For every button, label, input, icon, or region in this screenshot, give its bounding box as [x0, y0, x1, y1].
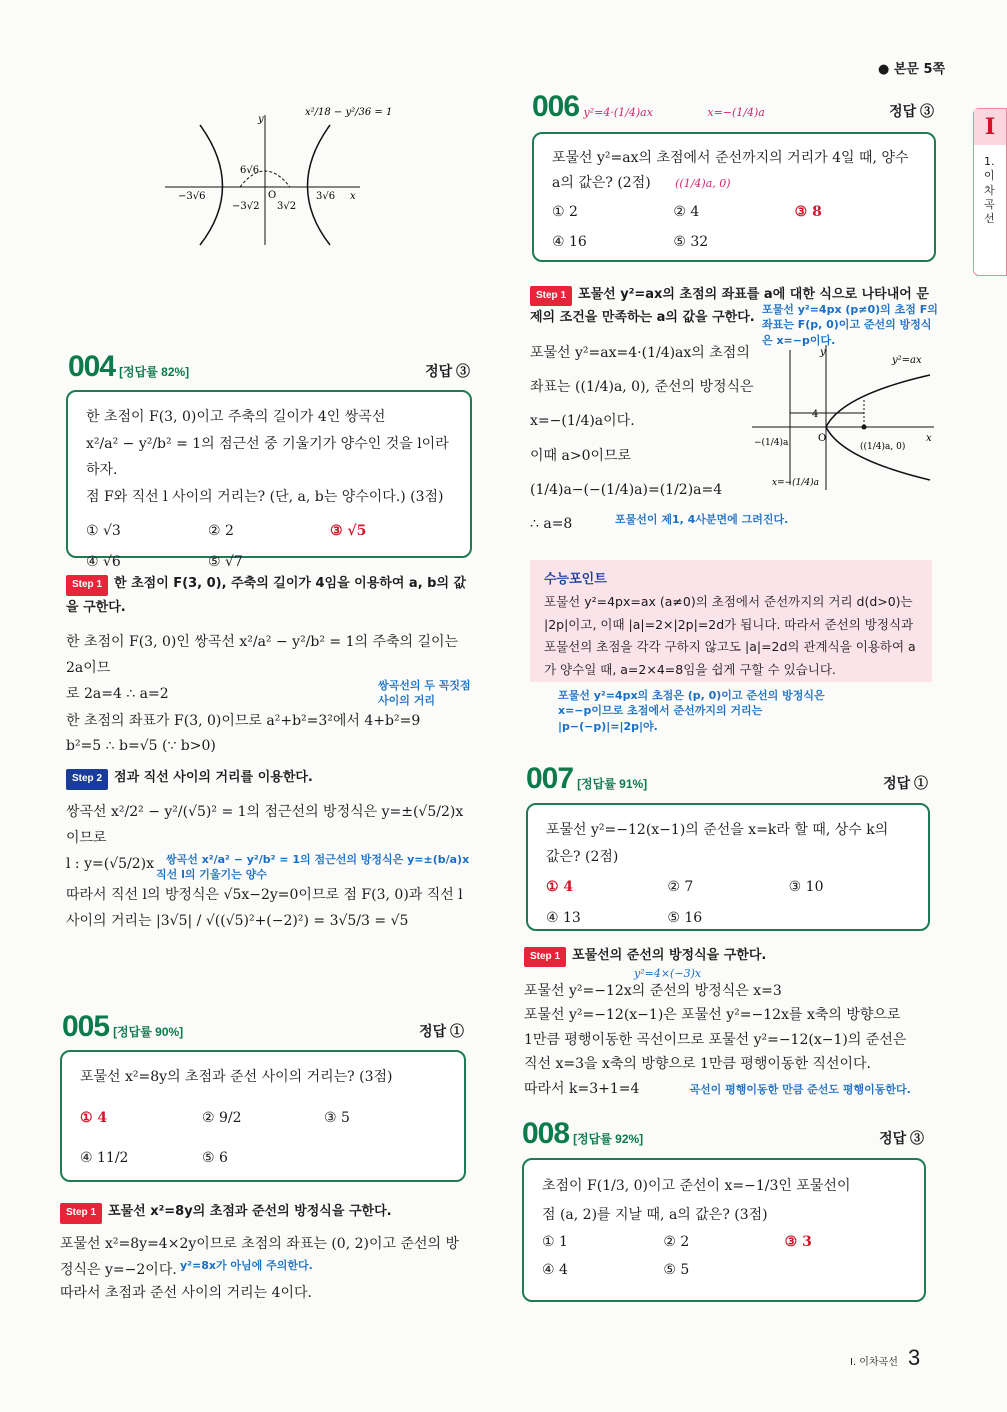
hyperbola-left-branch: [200, 125, 223, 245]
step-badge: Step 1: [530, 286, 572, 306]
margin-note: 곡선이 평행이동한 만큼 준선도 평행이동한다.: [689, 1082, 911, 1096]
problem-008-header: [522, 1117, 924, 1151]
choice-1-checked[interactable]: ① 4: [80, 1109, 108, 1126]
key-point-box: [530, 560, 932, 682]
question-line: 점 (a, 2)를 지날 때, a의 값은? (3점): [542, 1207, 768, 1224]
solution-line: 좌표는 ((1/4)a, 0), 준선의 방정식은: [530, 379, 754, 396]
margin-note: 쌍곡선 x²/a² − y²/b² = 1의 점근선의 방정식은 y=±(b/a)x: [166, 853, 470, 867]
step-title: 포물선의 준선의 방정식을 구한다.: [572, 948, 767, 963]
key-point-text: 포물선 y²=4px=ax (a≠0)의 초점에서 준선까지의 거리 d(d>0)는 |2p|이고, 이때 |a|=2×|2p|=2d가 됩니다. 따라서 준선의 방정식과 포물선의 초점을 각각 구하지 않고도 |a|=2d의 관계식을 이용하여 a가 양수일 때, a=2×4=8임을 쉽게 구할 수 있습니다.: [544, 594, 916, 677]
hyperbola-equation: x²/18 − y²/36 = 1: [305, 107, 393, 118]
choice-5[interactable]: ⑤ 32: [673, 233, 709, 250]
choice-1[interactable]: ① 1: [542, 1233, 568, 1250]
y-label: y: [820, 347, 826, 358]
note-line: 포물선 y²=4px의 초점은 (p, 0)이고 준선의 방정식은: [558, 689, 825, 702]
solution-line: 따라서 초점과 준선 사이의 거리는 4이다.: [60, 1285, 312, 1302]
problem-number: 007: [526, 762, 574, 795]
solution-line: 따라서 직선 l의 방정식은 √5x−2y=0이므로 점 F(3, 0)과 직선 l: [66, 886, 463, 903]
page-footer: [850, 1345, 920, 1371]
annotation: x=−(1/4)a: [707, 106, 765, 119]
correct-rate: [정답률 82%]: [119, 365, 190, 379]
choice-1[interactable]: ① 2: [552, 204, 578, 221]
answer-label: 정답 ①: [883, 775, 928, 791]
step-title: 포물선 x²=8y의 초점과 준선의 방정식을 구한다.: [108, 1204, 392, 1219]
curve-label: y²=ax: [892, 355, 922, 366]
margin-note: 포물선이 제1, 4사분면에 그려진다.: [615, 513, 789, 526]
solution-line: 사이의 거리는 |3√5| / √((√5)²+(−2)²) = 3√5/3 = √5: [66, 912, 409, 929]
choice-3[interactable]: ③ 10: [788, 879, 824, 896]
y-label: y: [258, 114, 264, 125]
origin-label: O: [268, 190, 277, 201]
problem-007-box: [526, 803, 930, 931]
question-line: 초점이 F(1/3, 0)이고 준선이 x=−1/3인 포물선이: [542, 1178, 851, 1194]
solution-line: 이때 a>0이므로: [530, 447, 632, 464]
solution-line: 쌍곡선 x²/2² − y²/(√5)² = 1의 점근선의 방정식은 y=±(√5/2)x이므로: [66, 804, 464, 847]
choice-4[interactable]: ④ 4: [542, 1261, 568, 1278]
solution-line: (1/4)a−(−(1/4)a)=(1/2)a=4: [530, 481, 723, 498]
solution-line: 포물선 y²=−12x의 준선의 방정식은 x=3: [524, 982, 782, 999]
solution-007: [524, 945, 936, 1101]
problem-005-header: [62, 1010, 464, 1044]
page-number: 3: [907, 1345, 921, 1370]
choice-4[interactable]: ④ 16: [552, 233, 587, 250]
solution-line: 따라서 k=3+1=4: [524, 1080, 640, 1097]
x-label: x: [926, 433, 932, 444]
question-line: 포물선 y²=−12(x−1)의 준선을 x=k라 할 때, 상수 k의: [546, 822, 889, 838]
choice-1[interactable]: ① √3: [86, 523, 121, 540]
note-line: x=−p이므로 초점에서 준선까지의 거리는: [558, 704, 763, 718]
choice-3[interactable]: ③ 5: [324, 1109, 350, 1126]
solution-line: 포물선 y²=ax=4·(1/4)ax의 초점의: [530, 344, 750, 361]
solution-line: ∴ a=8: [530, 516, 573, 533]
annotation: ((1/4)a, 0): [675, 177, 731, 191]
solution-line: b²=5 ∴ b=√5 (∵ b>0): [66, 738, 216, 755]
solution-line: 직선 x=3을 x축의 방향으로 1만큼 평행이동한 직선이다.: [524, 1056, 871, 1073]
solution-line: 1만큼 평행이동한 곡선이므로 포물선 y²=−12(x−1)의 준선은: [524, 1031, 907, 1048]
step-badge: Step 1: [66, 575, 108, 596]
hyperbola-graph: [160, 95, 393, 255]
step-badge: Step 1: [60, 1203, 102, 1224]
label-neg3sqrt6: −3√6: [178, 191, 206, 202]
directrix-label: x=−(1/4)a: [772, 478, 820, 488]
step-badge: Step 2: [66, 769, 108, 790]
correct-rate: [정답률 92%]: [573, 1132, 644, 1146]
problem-005-box: [60, 1050, 466, 1182]
problem-004-header: [68, 350, 470, 384]
distance-label: 4: [812, 409, 819, 420]
problem-006-box: [532, 132, 936, 262]
problem-007-header: [526, 762, 928, 796]
step-title: 한 초점이 F(3, 0), 주축의 길이가 4임을 이용하여 a, b의 값을 구한다.: [66, 576, 467, 616]
answer-label: 정답 ①: [419, 1023, 464, 1039]
correct-rate: [정답률 91%]: [577, 777, 648, 791]
choice-5[interactable]: ⑤ √7: [208, 553, 243, 570]
choice-2[interactable]: ② 4: [673, 204, 700, 221]
solution-line: x=−(1/4)a이다.: [530, 413, 635, 430]
question-line: 포물선 y²=ax의 초점에서 준선까지의 거리가 4일 때, 양수: [552, 150, 909, 166]
question-line: 점 F와 직선 l 사이의 거리는? (단, a, b는 양수이다.) (3점): [86, 488, 444, 505]
question-line: 값은? (2점): [546, 848, 619, 865]
chapter-roman: I: [974, 109, 1006, 145]
parabola-graph: [752, 345, 942, 495]
choice-3-checked[interactable]: ③ 3: [784, 1233, 812, 1250]
step-badge: Step 1: [524, 947, 566, 967]
solution-line: 포물선 x²=8y=4×2y이므로 초점의 좌표는 (0, 2)이고 준선의 방: [60, 1236, 460, 1253]
question-line: x²/a² − y²/b² = 1의 점근선 중 기울기가 양수인 것을 l이라 하자.: [86, 435, 449, 479]
choice-4[interactable]: ④ √6: [86, 553, 121, 570]
problem-006-header: [532, 90, 934, 124]
choice-1-checked[interactable]: ① 4: [546, 879, 574, 896]
choice-4[interactable]: ④ 13: [546, 909, 581, 926]
annotation: y²=4·(1/4)ax: [583, 106, 653, 119]
answer-label: 정답 ③: [879, 1130, 924, 1146]
choice-2[interactable]: ② 9/2: [202, 1109, 242, 1126]
problem-004-box: [66, 390, 472, 570]
annotation: y²=4×(−3)x: [634, 966, 702, 980]
focus-point: [862, 425, 867, 430]
key-point-note: [558, 688, 825, 734]
focus-label: ((1/4)a, 0): [860, 442, 906, 452]
origin-label: O: [818, 433, 827, 444]
question-line: 한 초점이 F(3, 0)이고 주축의 길이가 4인 쌍곡선: [86, 409, 386, 425]
correct-rate: [정답률 90%]: [113, 1025, 184, 1039]
key-point-title: 수능포인트: [544, 572, 607, 587]
footer-chapter: I. 이차곡선: [850, 1357, 898, 1368]
step-title: 포물선 y²=ax의 초점의 좌표를 a에 대한 식으로 나타내어 문제의 조건을 만족하는 a의 값을 구한다.: [530, 287, 929, 326]
choice-5[interactable]: ⑤ 6: [202, 1150, 228, 1167]
problem-number: 005: [62, 1010, 110, 1043]
margin-note: 포물선 y²=4px (p≠0)의 초점 F의 좌표는 F(p, 0)이고 준선의 방정식은 x=−p이다.: [762, 303, 938, 347]
solution-line: 로 2a=4 ∴ a=2: [66, 685, 169, 702]
question-line: 포물선 x²=8y의 초점과 준선 사이의 거리는? (3점): [80, 1069, 393, 1085]
choice-3-checked[interactable]: ③ √5: [330, 523, 367, 540]
note-line: |p−(−p)|=|2p|야.: [558, 719, 658, 733]
chapter-name: 1. 이 차 곡 선: [984, 155, 995, 226]
choice-2[interactable]: ② 7: [667, 879, 694, 896]
step-title: 점과 직선 사이의 거리를 이용한다.: [114, 770, 313, 786]
margin-note: 직선 l의 기울기는 양수: [156, 868, 267, 882]
margin-note: y²=8x가 아님에 주의한다.: [180, 1258, 313, 1272]
label-neg3sqrt2: −3√2: [232, 201, 260, 212]
choice-2[interactable]: ② 2: [208, 523, 234, 540]
solution-line: 포물선 y²=−12(x−1)은 포물선 y²=−12x를 x축의 방향으로: [524, 1007, 901, 1024]
label-6sqrt6: 6√6: [240, 165, 260, 176]
solution-line: 한 초점의 좌표가 F(3, 0)이므로 a²+b²=3²에서 4+b²=9: [66, 712, 421, 729]
solution-005: [60, 1200, 470, 1307]
margin-note: 쌍곡선의 두 꼭짓점 사이의 거리: [378, 678, 471, 708]
solution-line: l : y=(√5/2)x: [66, 856, 155, 873]
page-ref-text: 본문 5쪽: [893, 62, 946, 77]
choice-5[interactable]: ⑤ 16: [667, 909, 703, 926]
choice-5[interactable]: ⑤ 5: [663, 1261, 690, 1278]
choice-3-checked[interactable]: ③ 8: [794, 204, 822, 221]
label-3sqrt2: 3√2: [277, 201, 297, 212]
question-line: a의 값은? (2점): [552, 175, 651, 192]
solution-004: [66, 572, 476, 935]
problem-number: 006: [532, 90, 580, 123]
choice-4[interactable]: ④ 11/2: [80, 1150, 129, 1167]
problem-number: 008: [522, 1117, 570, 1150]
answer-label: 정답 ③: [425, 363, 470, 379]
problem-number: 004: [68, 350, 116, 383]
x-label: x: [350, 191, 356, 202]
answer-label: 정답 ③: [889, 103, 934, 119]
problem-008-box: [522, 1158, 926, 1302]
choice-2[interactable]: ② 2: [663, 1233, 690, 1250]
solution-line: 한 초점이 F(3, 0)인 쌍곡선 x²/a² − y²/b² = 1의 주축의 길이는 2a이므: [66, 634, 459, 676]
page-reference: ● 본문 5쪽: [878, 62, 946, 77]
chapter-tab[interactable]: [973, 108, 1007, 276]
hyperbola-right-branch: [308, 125, 331, 245]
solution-line: 정식은 y=−2이다.: [60, 1261, 177, 1278]
label-3sqrt6: 3√6: [316, 191, 336, 202]
directrix-x-label: −(1/4)a: [754, 438, 789, 448]
